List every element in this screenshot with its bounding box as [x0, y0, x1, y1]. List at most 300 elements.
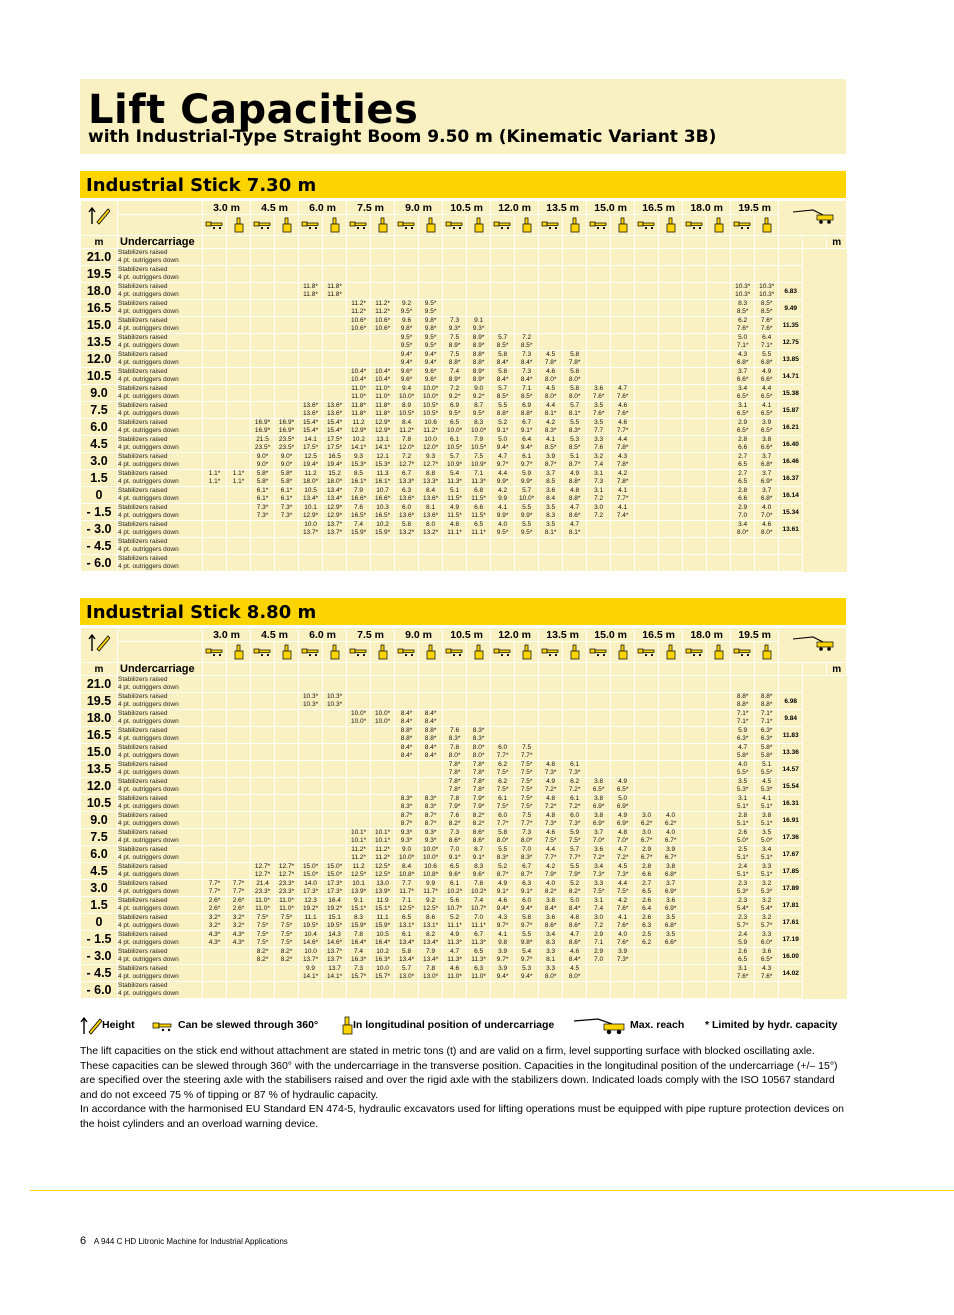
capacity-cell	[515, 914, 539, 931]
capacity-cell	[299, 351, 323, 368]
capacity-cell	[707, 727, 731, 744]
undercarriage-cell	[118, 965, 203, 982]
table-row	[81, 300, 847, 317]
slew-icon	[539, 215, 563, 236]
height-value: 4.5	[81, 863, 118, 880]
stabilizers-raised-label: Stabilizers raised	[118, 419, 168, 426]
value-outriggers-down: 9.9*	[520, 512, 533, 519]
table-row	[81, 727, 847, 744]
capacity-cell	[443, 487, 467, 504]
value-stabilizers-raised: 5.5	[570, 863, 580, 870]
empty-cell	[395, 663, 419, 676]
capacity-cell	[755, 880, 779, 897]
capacity-cell	[659, 470, 683, 487]
capacity-cell	[635, 555, 659, 572]
value-outriggers-down: 9.9*	[520, 478, 533, 485]
value-outriggers-down: 9.3*	[448, 325, 461, 332]
capacity-cell	[611, 676, 635, 693]
value-outriggers-down: 8.4	[546, 495, 556, 502]
capacity-cell	[275, 402, 299, 419]
value-stabilizers-raised: 11.0*	[351, 385, 366, 392]
capacity-cell	[563, 266, 587, 283]
value-stabilizers-raised: 7.6	[354, 504, 364, 511]
value-stabilizers-raised: 17.5*	[326, 436, 343, 443]
capacity-cell	[539, 880, 563, 897]
stabilizers-raised-label: Stabilizers raised	[118, 846, 168, 853]
value-stabilizers-raised: 7.7*	[232, 880, 245, 887]
capacity-cell	[299, 795, 323, 812]
value-outriggers-down: 5.5*	[736, 769, 749, 776]
outriggers-down-label: 4 pt. outriggers down	[118, 769, 179, 776]
value-stabilizers-raised: 4.2	[498, 487, 508, 494]
value-outriggers-down: 7.6*	[736, 325, 749, 332]
capacity-cell	[635, 283, 659, 300]
value-outriggers-down: 11.1*	[471, 529, 486, 536]
capacity-cell	[467, 283, 491, 300]
value-outriggers-down: 7.3*	[544, 769, 557, 776]
capacity-cell	[683, 846, 707, 863]
capacity-cell	[707, 931, 731, 948]
capacity-cell	[539, 982, 563, 999]
value-stabilizers-raised: 6.1	[570, 761, 580, 768]
capacity-cell	[323, 402, 347, 419]
longitudinal-icon	[371, 642, 395, 663]
value-outriggers-down: 7.1*	[760, 342, 773, 349]
height-value: 9.0	[81, 812, 118, 829]
value-outriggers-down: 7.7*	[616, 427, 629, 434]
capacity-cell	[371, 676, 395, 693]
height-value: 13.5	[81, 334, 118, 351]
value-outriggers-down: 9.3*	[472, 325, 485, 332]
capacity-cell	[731, 846, 755, 863]
value-outriggers-down: 13.4*	[422, 939, 439, 946]
value-stabilizers-raised: 7.3	[522, 368, 532, 375]
value-stabilizers-raised: 4.9	[618, 812, 628, 819]
value-outriggers-down: 7.3*	[592, 871, 605, 878]
capacity-cell	[731, 880, 755, 897]
capacity-cell	[683, 368, 707, 385]
value-stabilizers-raised: 2.5	[738, 846, 748, 853]
capacity-cell	[563, 385, 587, 402]
capacity-cell	[707, 317, 731, 334]
capacity-cell	[251, 283, 275, 300]
radius-label: 10.5 m	[443, 628, 491, 642]
radius-label: 16.5 m	[635, 201, 683, 215]
value-stabilizers-raised: 3.8	[666, 863, 676, 870]
value-outriggers-down: 11.7*	[399, 888, 414, 895]
capacity-cell	[419, 676, 443, 693]
value-outriggers-down: 7.8*	[616, 461, 629, 468]
capacity-cell	[371, 761, 395, 778]
value-outriggers-down: 8.9*	[448, 376, 461, 383]
capacity-cell	[635, 744, 659, 761]
capacity-cell	[539, 795, 563, 812]
capacity-cell	[347, 761, 371, 778]
value-stabilizers-raised: 3.8	[762, 812, 772, 819]
max-reach-value: 17.81	[779, 897, 803, 914]
value-stabilizers-raised: 16.5	[328, 453, 341, 460]
longitudinal-icon	[467, 642, 491, 663]
stabilizers-raised-label: Stabilizers raised	[118, 334, 168, 341]
capacity-cell	[563, 470, 587, 487]
max-reach-value	[779, 266, 803, 283]
value-stabilizers-raised: 2.5	[642, 931, 652, 938]
value-outriggers-down: 9.5*	[424, 308, 437, 315]
capacity-cell	[563, 504, 587, 521]
capacity-cell	[227, 453, 251, 470]
value-stabilizers-raised: 3.9	[498, 948, 508, 955]
capacity-cell	[323, 676, 347, 693]
value-stabilizers-raised: 6.4	[762, 334, 772, 341]
height-value: 21.0	[81, 249, 118, 266]
value-stabilizers-raised: 3.9	[666, 846, 676, 853]
value-outriggers-down: 7.5*	[256, 922, 269, 929]
value-outriggers-down: 23.5*	[254, 444, 271, 451]
value-stabilizers-raised: 8.3*	[424, 795, 437, 802]
height-value: - 4.5	[81, 538, 118, 555]
capacity-cell	[419, 521, 443, 538]
capacity-cell	[203, 504, 227, 521]
capacity-cell	[587, 453, 611, 470]
value-stabilizers-raised: 3.7	[666, 880, 676, 887]
capacity-cell	[251, 555, 275, 572]
value-stabilizers-raised: 9.4	[402, 385, 412, 392]
value-stabilizers-raised: 3.5	[594, 419, 604, 426]
slew-icon	[299, 642, 323, 663]
value-outriggers-down: 8.2*	[568, 888, 581, 895]
value-stabilizers-raised: 5.8	[570, 351, 580, 358]
value-stabilizers-raised: 7.1	[402, 897, 412, 904]
value-stabilizers-raised: 4.9	[546, 778, 556, 785]
value-outriggers-down: 10.0*	[398, 393, 415, 400]
value-outriggers-down: 7.6*	[736, 973, 749, 980]
empty-cell	[539, 236, 563, 249]
capacity-cell	[371, 863, 395, 880]
slew-icon	[635, 642, 659, 663]
value-stabilizers-raised: 4.4	[498, 470, 508, 477]
undercarriage-label: Undercarriage	[118, 236, 203, 249]
height-value: 1.5	[81, 897, 118, 914]
value-stabilizers-raised: 5.8	[522, 914, 532, 921]
stabilizers-raised-label: Stabilizers raised	[118, 744, 168, 751]
capacity-cell	[563, 948, 587, 965]
value-stabilizers-raised: 8.6*	[472, 829, 485, 836]
capacity-cell	[659, 744, 683, 761]
value-outriggers-down: 6.0*	[760, 939, 773, 946]
longitudinal-icon	[515, 642, 539, 663]
capacity-cell	[683, 436, 707, 453]
capacity-cell	[635, 812, 659, 829]
capacity-cell	[203, 727, 227, 744]
capacity-cell	[395, 829, 419, 846]
value-outriggers-down: 9.4*	[496, 973, 509, 980]
capacity-cell	[491, 521, 515, 538]
table-row	[81, 982, 847, 999]
capacity-cell	[683, 829, 707, 846]
value-stabilizers-raised: 6.9	[450, 402, 460, 409]
capacity-cell	[515, 812, 539, 829]
capacity-cell	[755, 368, 779, 385]
capacity-cell	[203, 965, 227, 982]
capacity-cell	[563, 676, 587, 693]
value-stabilizers-raised: 8.8*	[736, 693, 749, 700]
value-outriggers-down: 7.6*	[616, 410, 629, 417]
value-outriggers-down: 7.8*	[472, 786, 485, 793]
capacity-cell	[539, 693, 563, 710]
capacity-cell	[707, 538, 731, 555]
capacity-cell	[635, 914, 659, 931]
value-stabilizers-raised: 4.3	[762, 965, 772, 972]
value-outriggers-down: 8.4*	[424, 752, 437, 759]
slew-icon	[203, 215, 227, 236]
capacity-cell	[491, 693, 515, 710]
capacity-cell	[203, 880, 227, 897]
value-outriggers-down: 9.5*	[520, 529, 533, 536]
empty-cell	[419, 236, 443, 249]
radius-label: 6.0 m	[299, 201, 347, 215]
value-stabilizers-raised: 10.6*	[350, 317, 367, 324]
empty-cell	[371, 663, 395, 676]
value-outriggers-down: 5.4*	[760, 905, 773, 912]
max-reach-value: 16.37	[779, 470, 803, 487]
value-outriggers-down: 12.5*	[350, 871, 367, 878]
capacity-cell	[323, 829, 347, 846]
capacity-cell	[419, 470, 443, 487]
value-stabilizers-raised: 3.6	[594, 846, 604, 853]
value-outriggers-down: 7.8*	[448, 786, 461, 793]
capacity-cell	[371, 914, 395, 931]
capacity-cell	[587, 385, 611, 402]
value-stabilizers-raised: 7.4	[474, 897, 484, 904]
value-outriggers-down: 8.4*	[496, 359, 509, 366]
empty-cell	[731, 236, 755, 249]
longitudinal-icon	[755, 215, 779, 236]
value-outriggers-down: 10.0*	[374, 718, 391, 725]
value-outriggers-down: 10.5*	[446, 444, 463, 451]
value-stabilizers-raised: 4.9	[498, 880, 508, 887]
capacity-cell	[611, 504, 635, 521]
value-stabilizers-raised: 7.5*	[256, 914, 269, 921]
value-stabilizers-raised: 7.8	[474, 880, 484, 887]
value-outriggers-down: 3.2*	[232, 922, 245, 929]
value-stabilizers-raised: 7.8*	[448, 761, 461, 768]
radius-header-row	[81, 201, 847, 215]
value-outriggers-down: 12.9*	[326, 512, 343, 519]
value-stabilizers-raised: 16.9*	[278, 419, 295, 426]
capacity-cell	[395, 555, 419, 572]
capacity-cell	[251, 829, 275, 846]
value-outriggers-down: 15.0*	[302, 871, 319, 878]
lift-table	[80, 627, 847, 999]
table-row	[81, 812, 847, 829]
capacity-cell	[731, 487, 755, 504]
capacity-cell	[731, 266, 755, 283]
outriggers-down-label: 4 pt. outriggers down	[118, 563, 179, 570]
capacity-cell	[539, 710, 563, 727]
capacity-cell	[467, 982, 491, 999]
value-stabilizers-raised: 3.7	[762, 453, 772, 460]
value-stabilizers-raised: 2.3	[738, 880, 748, 887]
value-stabilizers-raised: 4.2	[546, 419, 556, 426]
capacity-cell	[587, 829, 611, 846]
value-outriggers-down: 14.1*	[326, 973, 343, 980]
value-outriggers-down: 7.5*	[544, 837, 557, 844]
value-outriggers-down: 9.4*	[520, 973, 533, 980]
max-reach-value: 14.71	[779, 368, 803, 385]
capacity-cell	[275, 351, 299, 368]
max-reach-value: 14.02	[779, 965, 803, 982]
value-stabilizers-raised: 4.5	[618, 863, 628, 870]
capacity-cell	[251, 402, 275, 419]
value-outriggers-down: 5.1*	[736, 803, 749, 810]
capacity-cell	[683, 266, 707, 283]
value-stabilizers-raised: 8.7	[474, 846, 484, 853]
capacity-cell	[203, 300, 227, 317]
capacity-cell	[467, 727, 491, 744]
value-outriggers-down: 9.7*	[520, 461, 533, 468]
value-outriggers-down: 9.5*	[400, 308, 413, 315]
capacity-cell	[347, 693, 371, 710]
capacity-cell	[731, 812, 755, 829]
empty-cell	[323, 663, 347, 676]
capacity-cell	[347, 982, 371, 999]
stabilizers-raised-label: Stabilizers raised	[118, 880, 168, 887]
capacity-cell	[635, 368, 659, 385]
value-outriggers-down: 9.4*	[520, 444, 533, 451]
note-paragraph: In accordance with the harmonised EU Standard EN 474-5, hydraulic excavators used for lifting operations must be equipped with pipe rupture protection devices on the hoist cylinders and an overload warning device.	[80, 1103, 845, 1130]
value-stabilizers-raised: 4.9	[618, 778, 628, 785]
capacity-cell	[755, 283, 779, 300]
value-stabilizers-raised: 7.7	[402, 880, 412, 887]
capacity-cell	[731, 538, 755, 555]
capacity-cell	[299, 948, 323, 965]
value-stabilizers-raised: 6.1	[450, 436, 460, 443]
capacity-cell	[227, 470, 251, 487]
capacity-cell	[611, 931, 635, 948]
value-outriggers-down: 11.5*	[471, 512, 486, 519]
capacity-cell	[467, 914, 491, 931]
footer-text: A 944 C HD Litronic Machine for Industrial Applications	[93, 1237, 288, 1246]
value-stabilizers-raised: 7.5	[522, 812, 532, 819]
capacity-cell	[491, 727, 515, 744]
value-stabilizers-raised: 3.8	[594, 812, 604, 819]
empty-cell	[227, 236, 251, 249]
slew-icon	[203, 642, 227, 663]
capacity-cell	[443, 829, 467, 846]
capacity-cell	[635, 795, 659, 812]
outriggers-down-label: 4 pt. outriggers down	[118, 376, 179, 383]
stabilizers-raised-label: Stabilizers raised	[118, 453, 168, 460]
value-stabilizers-raised: 6.5	[474, 521, 484, 528]
value-stabilizers-raised: 2.6	[738, 948, 748, 955]
value-outriggers-down: 11.2*	[399, 427, 414, 434]
value-stabilizers-raised: 9.4*	[400, 351, 413, 358]
capacity-cell	[419, 334, 443, 351]
capacity-cell	[467, 795, 491, 812]
value-outriggers-down: 7.5*	[520, 803, 533, 810]
value-stabilizers-raised: 14.1	[304, 436, 317, 443]
capacity-cell	[275, 897, 299, 914]
value-stabilizers-raised: 16.4	[328, 897, 341, 904]
table-row	[81, 334, 847, 351]
value-stabilizers-raised: 3.6	[594, 385, 604, 392]
value-stabilizers-raised: 8.5	[354, 470, 364, 477]
value-outriggers-down: 7.3*	[568, 820, 581, 827]
capacity-cell	[731, 829, 755, 846]
capacity-cell	[443, 402, 467, 419]
capacity-cell	[371, 334, 395, 351]
value-outriggers-down: 13.6*	[398, 512, 415, 519]
capacity-cell	[515, 368, 539, 385]
value-stabilizers-raised: 2.7	[738, 470, 748, 477]
stabilizers-raised-label: Stabilizers raised	[118, 812, 168, 819]
value-outriggers-down: 9.0*	[256, 461, 269, 468]
value-outriggers-down: 6.5*	[760, 427, 773, 434]
table-row	[81, 931, 847, 948]
capacity-cell	[227, 829, 251, 846]
capacity-cell	[707, 676, 731, 693]
capacity-cell	[659, 829, 683, 846]
value-stabilizers-raised: 13.7*	[326, 521, 343, 528]
capacity-cell	[467, 470, 491, 487]
value-stabilizers-raised: 10.0	[424, 436, 437, 443]
capacity-cell	[683, 283, 707, 300]
capacity-cell	[347, 453, 371, 470]
capacity-cell	[635, 351, 659, 368]
value-outriggers-down: 6.6*	[760, 444, 773, 451]
value-stabilizers-raised: 3.3	[762, 931, 772, 938]
capacity-cell	[323, 521, 347, 538]
value-stabilizers-raised: 9.0*	[256, 453, 269, 460]
capacity-cell	[611, 317, 635, 334]
capacity-cell	[371, 317, 395, 334]
value-outriggers-down: 11.1*	[447, 529, 462, 536]
value-stabilizers-raised: 4.1	[618, 487, 628, 494]
table-row	[81, 914, 847, 931]
capacity-cell	[491, 761, 515, 778]
capacity-cell	[467, 948, 491, 965]
capacity-cell	[347, 436, 371, 453]
capacity-cell	[707, 863, 731, 880]
capacity-cell	[563, 436, 587, 453]
capacity-cell	[611, 368, 635, 385]
value-stabilizers-raised: 6.0	[570, 812, 580, 819]
value-stabilizers-raised: 7.3	[354, 965, 364, 972]
value-stabilizers-raised: 5.0	[570, 897, 580, 904]
value-stabilizers-raised: 8.0	[426, 521, 436, 528]
empty-cell	[251, 236, 275, 249]
undercarriage-cell	[118, 778, 203, 795]
value-stabilizers-raised: 8.2*	[280, 948, 293, 955]
capacity-cell	[323, 249, 347, 266]
value-stabilizers-raised: 7.4	[354, 521, 364, 528]
capacity-cell	[491, 795, 515, 812]
capacity-cell	[443, 914, 467, 931]
capacity-cell	[203, 385, 227, 402]
table-row	[81, 402, 847, 419]
capacity-cell	[347, 931, 371, 948]
value-stabilizers-raised: 5.0	[738, 334, 748, 341]
empty-cell	[491, 236, 515, 249]
capacity-cell	[755, 266, 779, 283]
value-outriggers-down: 6.5	[738, 461, 748, 468]
value-stabilizers-raised: 12.7*	[254, 863, 271, 870]
value-outriggers-down: 8.2*	[472, 820, 485, 827]
capacity-cell	[587, 317, 611, 334]
capacity-cell	[251, 863, 275, 880]
capacity-cell	[467, 487, 491, 504]
value-stabilizers-raised: 6.7	[402, 470, 412, 477]
